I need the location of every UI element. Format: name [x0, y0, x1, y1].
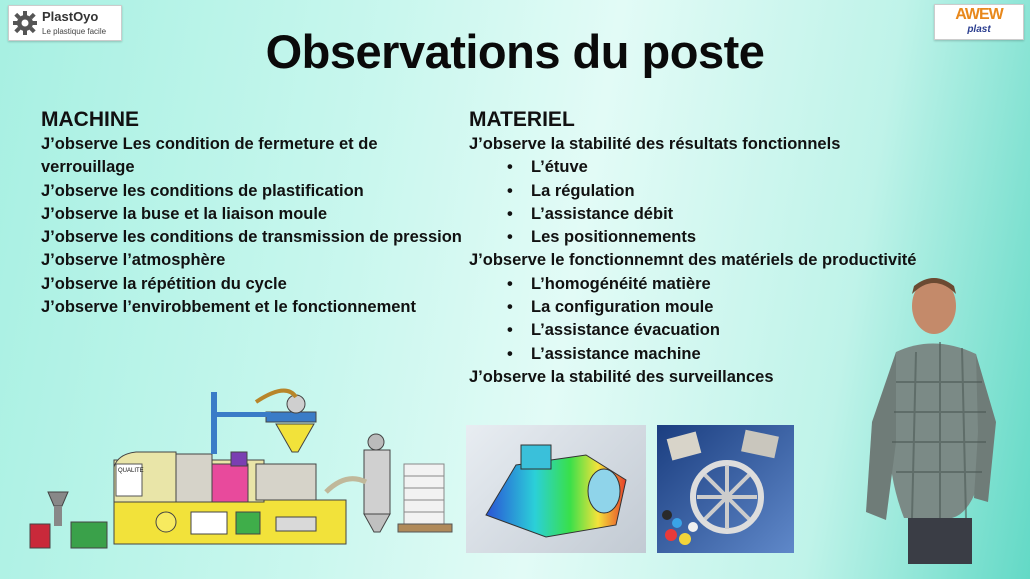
machine-item: J’observe l’atmosphère	[41, 251, 226, 270]
materiel-lead: J’observe le fonctionnemnt des matériels de productivité	[469, 251, 917, 270]
machine-heading: MACHINE	[41, 108, 139, 131]
machine-item: J’observe la buse et la liaison moule	[41, 204, 328, 223]
list-item: • La configuration moule	[531, 296, 989, 319]
presenter-photo	[856, 272, 1006, 564]
list-item: • La régulation	[531, 180, 989, 203]
list-item: • L’étuve	[531, 156, 989, 179]
page-title: Observations du poste	[265, 25, 765, 78]
list-item: • L’homogénéité matière	[531, 273, 989, 296]
logo-brand: PlastOyo	[42, 9, 99, 24]
logo-right-brand: AWEW	[955, 6, 1003, 23]
list-item: • L’assistance machine	[531, 343, 989, 366]
list-item: • L’assistance évacuation	[531, 319, 989, 342]
list-item: • L’assistance débit	[531, 203, 989, 226]
plastic-parts-image	[657, 425, 794, 553]
injection-machine-illustration	[26, 372, 458, 552]
materiel-heading: MATERIEL	[469, 108, 575, 131]
machine-section	[41, 106, 466, 319]
machine-item: J’observe les conditions de plastification	[41, 181, 364, 200]
quality-label: QUALITE	[118, 468, 144, 474]
materiel-bullet-list	[469, 156, 989, 249]
machine-item: J’observe Les condition de fermeture et de verrouillage	[41, 135, 378, 177]
materiel-closing: J’observe la stabilité des surveillances	[469, 367, 774, 386]
logo-tagline: Le plastique facile	[42, 27, 107, 36]
materiel-lead: J’observe la stabilité des résultats fonctionnels	[469, 135, 841, 153]
logo-right-sub: plast	[967, 24, 991, 35]
machine-item: J’observe la répétition du cycle	[41, 274, 287, 293]
machine-item: J’observe les conditions de transmission de pression	[41, 228, 462, 247]
machine-item: J’observe l’envirobbement et le fonctionnement	[41, 298, 416, 317]
mold-simulation-image	[466, 425, 646, 553]
list-item: • Les positionnements	[531, 226, 989, 249]
